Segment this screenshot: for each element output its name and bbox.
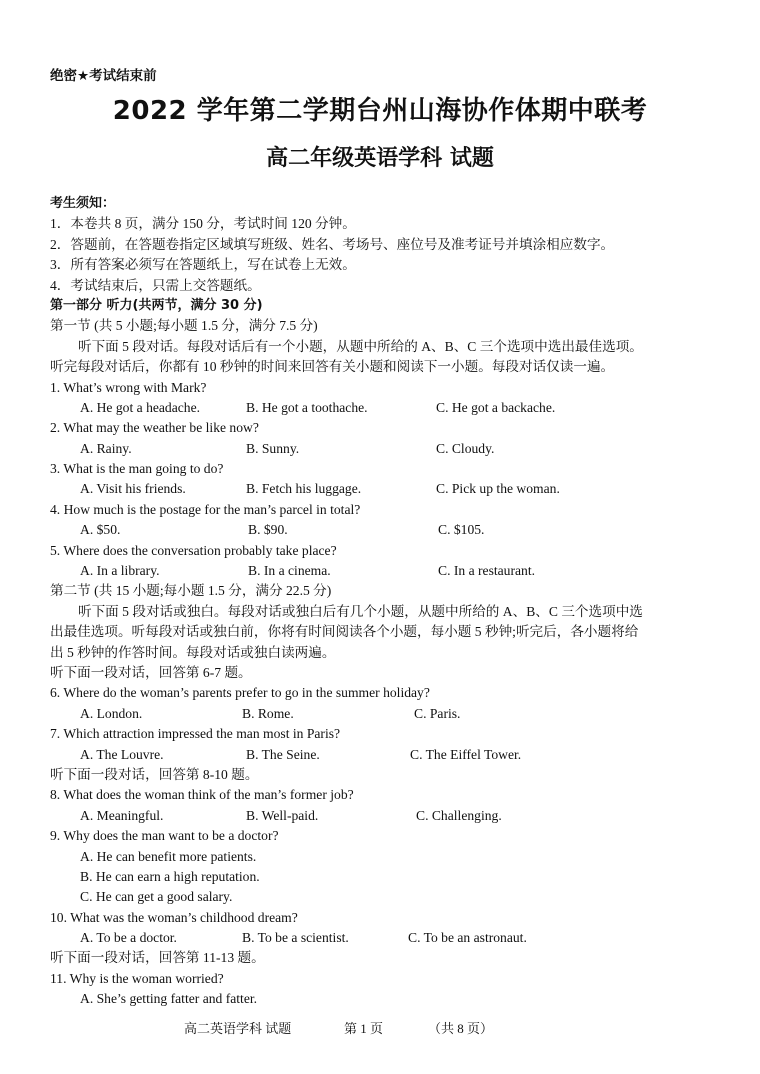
notice-item: 1．本卷共 8 页，满分 150 分，考试时间 120 分钟。 [50,216,356,232]
options-10 [50,928,720,948]
option-b: B. He can earn a high reputation. [80,868,260,884]
option-c: C. Challenging. [416,807,502,823]
option-c: C. Paris. [414,705,461,721]
notice-item: 3．所有答案必须写在答题纸上，写在试卷上无效。 [50,257,356,273]
question-3: 3. What is the man going to do? [50,461,224,477]
question-2: 2. What may the weather be like now? [50,420,259,436]
option-b: B. He got a toothache. [246,399,368,415]
options-1 [50,398,720,418]
options-6 [50,704,720,724]
options-4 [50,520,720,540]
option-c: C. To be an astronaut. [408,930,527,946]
options-2 [50,439,720,459]
options-7 [50,745,720,765]
option-a: A. She’s getting fatter and fatter. [80,991,258,1007]
option-c: C. In a restaurant. [438,563,536,579]
option-b: B. Rome. [242,705,294,721]
option-b: B. Fetch his luggage. [246,481,362,497]
option-a: A. He got a headache. [80,399,201,415]
option-a: A. He can benefit more patients. [80,848,257,864]
dialogue-lead: 听下面一段对话，回答第 6-7 题。 [50,664,252,680]
option-c: C. $105. [438,522,485,538]
option-b: B. In a cinema. [248,563,331,579]
exam-title: 2022 学年第二学期台州山海协作体期中联考 [112,96,648,126]
question-4: 4. How much is the postage for the man’s parcel in total? [50,501,361,517]
footer-page-number: 第 1 页 [344,1021,384,1036]
notice-item: 2．答题前，在答题卷指定区域填写班级、姓名、考场号、座位号及准考证号并填涂相应数字。 [50,236,615,252]
part1-heading: 第一部分 听力(共两节，满分 30 分) [50,297,263,313]
section2-instructions: 听下面 5 段对话或独白。每段对话或独白后有几个小题，从题中所给的 A、B、C 三个选项中选 [78,603,643,619]
question-1: 1. What’s wrong with Mark? [50,379,207,395]
options-8 [50,806,720,826]
question-8: 8. What does the woman think of the man’s former job? [50,787,354,803]
notice-heading: 考生须知： [50,196,116,211]
option-a: A. Rainy. [80,440,132,456]
option-a: A. In a library. [80,563,160,579]
section1-instructions: 听完每段对话后，你都有 10 秒钟的时间来回答有关小题和阅读下一小题。每段对话仅读一遍。 [50,359,615,375]
options-3 [50,479,720,499]
option-a: A. The Louvre. [80,746,164,762]
section1-instructions: 听下面 5 段对话。每段对话后有一个小题，从题中所给的 A、B、C 三个选项中选出最佳选项。 [78,338,643,354]
option-b: B. $90. [248,522,288,538]
question-6: 6. Where do the woman’s parents prefer to go in the summer holiday? [50,685,430,701]
section2-heading: 第二节 (共 15 小题;每小题 1.5 分，满分 22.5 分) [50,583,332,599]
section1-heading: 第一节 (共 5 小题;每小题 1.5 分，满分 7.5 分) [50,318,318,334]
question-11: 11. Why is the woman worried? [50,970,224,986]
dialogue-lead: 听下面一段对话，回答第 8-10 题。 [50,766,259,782]
option-c: C. He can get a good salary. [80,889,233,905]
notice-item: 4．考试结束后，只需上交答题纸。 [50,277,261,293]
footer-total-pages: （共 8 页） [428,1021,494,1036]
question-9: 9. Why does the man want to be a doctor? [50,828,279,844]
section2-instructions: 出最佳选项。听每段对话或独白前，你将有时间阅读各个小题，每小题 5 秒钟;听完后，各小题将给 [50,624,639,640]
options-5 [50,561,720,581]
question-10: 10. What was the woman’s childhood dream? [50,909,298,925]
option-a: A. Visit his friends. [80,481,186,497]
option-b: B. To be a scientist. [242,930,349,946]
option-c: C. Cloudy. [436,440,495,456]
section2-instructions: 出 5 秒钟的作答时间。每段对话或独白读两遍。 [50,644,336,660]
option-b: B. Sunny. [246,440,300,456]
option-a: A. To be a doctor. [80,930,177,946]
option-b: B. Well-paid. [246,807,319,823]
dialogue-lead: 听下面一段对话，回答第 11-13 题。 [50,950,265,966]
option-c: C. He got a backache. [436,399,556,415]
exam-body [50,194,720,1010]
footer-subject: 高二英语学科 试题 [184,1021,292,1036]
option-a: A. Meaningful. [80,807,164,823]
option-a: A. London. [80,705,143,721]
option-c: C. Pick up the woman. [436,481,560,497]
exam-subtitle: 高二年级英语学科 试题 [266,146,494,171]
question-7: 7. Which attraction impressed the man most in Paris? [50,726,341,742]
option-b: B. The Seine. [246,746,320,762]
secret-label: 绝密★考试结束前 [50,68,157,84]
question-5: 5. Where does the conversation probably take place? [50,542,337,558]
option-a: A. $50. [80,522,121,538]
option-c: C. The Eiffel Tower. [410,746,522,762]
